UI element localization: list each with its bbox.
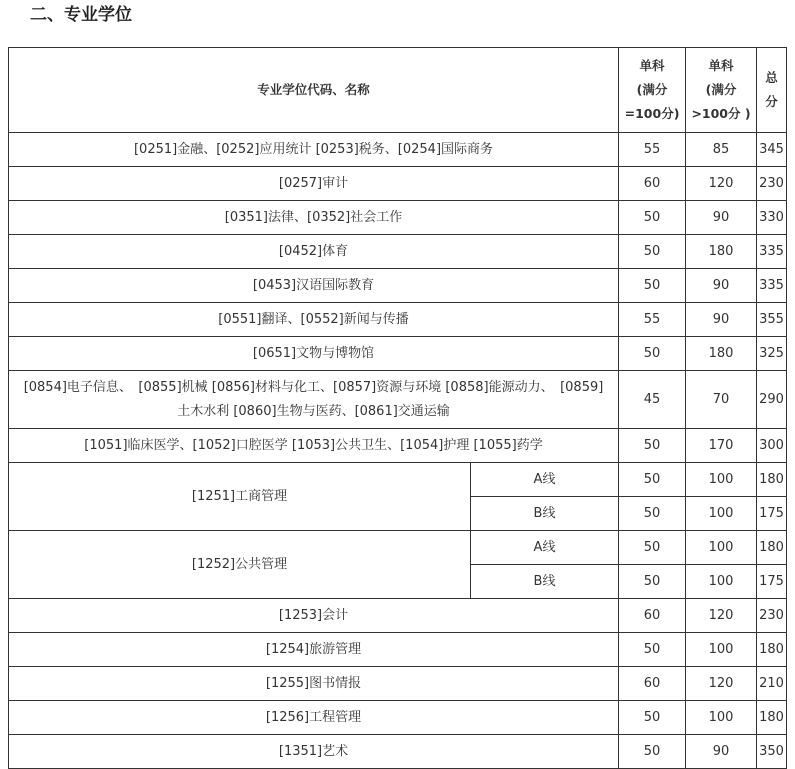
- table-row: [9, 599, 787, 633]
- row-single-100: 50: [619, 201, 686, 235]
- header-code-name: 专业学位代码、名称: [9, 48, 619, 133]
- row-single-100: 50: [619, 701, 686, 735]
- table-row: [9, 667, 787, 701]
- table-row: [9, 167, 787, 201]
- row-single-gt100: 180: [686, 337, 757, 371]
- table-row: [9, 701, 787, 735]
- header-single-100-line: =100分): [624, 106, 680, 121]
- table-row: [9, 303, 787, 337]
- header-single-gt100-line: >100分 ): [691, 106, 751, 121]
- row-single-100: 50: [619, 235, 686, 269]
- row-name: [1256]工程管理: [9, 701, 619, 735]
- section-title: 二、专业学位: [30, 5, 132, 25]
- group-line: A线: [471, 531, 619, 565]
- row-name: [0453]汉语国际教育: [9, 269, 619, 303]
- row-single-gt100: 100: [686, 633, 757, 667]
- table-row: [9, 371, 787, 429]
- row-single-gt100: 85: [686, 133, 757, 167]
- row-name: [1351]艺术: [9, 735, 619, 769]
- row-single-100: 60: [619, 599, 686, 633]
- row-total: 290: [757, 371, 787, 429]
- row-name: [0257]审计: [9, 167, 619, 201]
- table-row: [9, 269, 787, 303]
- row-single-gt100: 90: [686, 735, 757, 769]
- table-row: [9, 633, 787, 667]
- row-single-gt100: 100: [686, 565, 757, 599]
- row-single-100: 50: [619, 337, 686, 371]
- header-total-line: 总: [765, 70, 778, 85]
- header-total-line: 分: [765, 94, 778, 109]
- table-row: [9, 463, 787, 497]
- group-line: B线: [471, 565, 619, 599]
- row-total: 345: [757, 133, 787, 167]
- row-single-100: 50: [619, 633, 686, 667]
- row-name: [0351]法律、[0352]社会工作: [9, 201, 619, 235]
- table-row: [9, 235, 787, 269]
- row-single-gt100: 180: [686, 235, 757, 269]
- row-single-100: 50: [619, 531, 686, 565]
- row-total: 330: [757, 201, 787, 235]
- row-single-gt100: 120: [686, 667, 757, 701]
- row-single-100: 55: [619, 303, 686, 337]
- row-single-gt100: 90: [686, 303, 757, 337]
- table-row: [9, 735, 787, 769]
- row-total: 180: [757, 701, 787, 735]
- table-row: [9, 201, 787, 235]
- row-name: [1254]旅游管理: [9, 633, 619, 667]
- row-single-100: 45: [619, 371, 686, 429]
- group-line: B线: [471, 497, 619, 531]
- group-name: [1251]工商管理: [9, 463, 471, 531]
- row-total: 325: [757, 337, 787, 371]
- group-name: [1252]公共管理: [9, 531, 471, 599]
- row-single-100: 50: [619, 429, 686, 463]
- header-single-100-line: 单科: [639, 58, 665, 73]
- row-total: 175: [757, 497, 787, 531]
- row-single-100: 60: [619, 667, 686, 701]
- row-total: 335: [757, 269, 787, 303]
- row-name: [0251]金融、[0252]应用统计 [0253]税务、[0254]国际商务: [9, 133, 619, 167]
- row-single-100: 50: [619, 735, 686, 769]
- header-single-100: [619, 48, 686, 133]
- table-row: [9, 337, 787, 371]
- row-single-gt100: 100: [686, 701, 757, 735]
- table-row: [9, 429, 787, 463]
- row-single-gt100: 170: [686, 429, 757, 463]
- row-single-100: 50: [619, 463, 686, 497]
- row-name: [1255]图书情报: [9, 667, 619, 701]
- row-name: [0551]翻译、[0552]新闻与传播: [9, 303, 619, 337]
- table-header-row: [9, 48, 787, 133]
- row-total: 180: [757, 633, 787, 667]
- row-total: 335: [757, 235, 787, 269]
- row-name-line: [0854]电子信息、 [0855]机械 [0856]材料与化工、[0857]资源与环境 [0858]能源动力、 [0859]: [23, 379, 604, 395]
- row-total: 355: [757, 303, 787, 337]
- row-total: 175: [757, 565, 787, 599]
- table-row: [9, 133, 787, 167]
- row-single-gt100: 90: [686, 201, 757, 235]
- row-name: [9, 371, 619, 429]
- row-single-gt100: 120: [686, 167, 757, 201]
- row-name: [1253]会计: [9, 599, 619, 633]
- row-name: [1051]临床医学、[1052]口腔医学 [1053]公共卫生、[1054]护理 [1055]药学: [9, 429, 619, 463]
- score-table: [8, 47, 787, 769]
- row-single-100: 50: [619, 497, 686, 531]
- row-single-gt100: 120: [686, 599, 757, 633]
- row-name: [0452]体育: [9, 235, 619, 269]
- row-total: 230: [757, 167, 787, 201]
- header-single-100-line: (满分: [636, 82, 668, 97]
- row-total: 180: [757, 463, 787, 497]
- row-single-gt100: 90: [686, 269, 757, 303]
- row-total: 210: [757, 667, 787, 701]
- row-single-gt100: 100: [686, 497, 757, 531]
- row-name: [0651]文物与博物馆: [9, 337, 619, 371]
- row-total: 350: [757, 735, 787, 769]
- header-total: [757, 48, 787, 133]
- row-single-100: 50: [619, 565, 686, 599]
- row-total: 230: [757, 599, 787, 633]
- table-row: [9, 531, 787, 565]
- row-single-gt100: 100: [686, 531, 757, 565]
- group-line: A线: [471, 463, 619, 497]
- row-single-100: 50: [619, 269, 686, 303]
- header-single-gt100: [686, 48, 757, 133]
- row-name-line: 土木水利 [0860]生物与医药、[0861]交通运输: [177, 403, 450, 419]
- row-single-gt100: 100: [686, 463, 757, 497]
- row-single-gt100: 70: [686, 371, 757, 429]
- header-single-gt100-line: (满分: [705, 82, 737, 97]
- row-single-100: 60: [619, 167, 686, 201]
- row-single-100: 55: [619, 133, 686, 167]
- row-total: 180: [757, 531, 787, 565]
- row-total: 300: [757, 429, 787, 463]
- header-single-gt100-line: 单科: [708, 58, 734, 73]
